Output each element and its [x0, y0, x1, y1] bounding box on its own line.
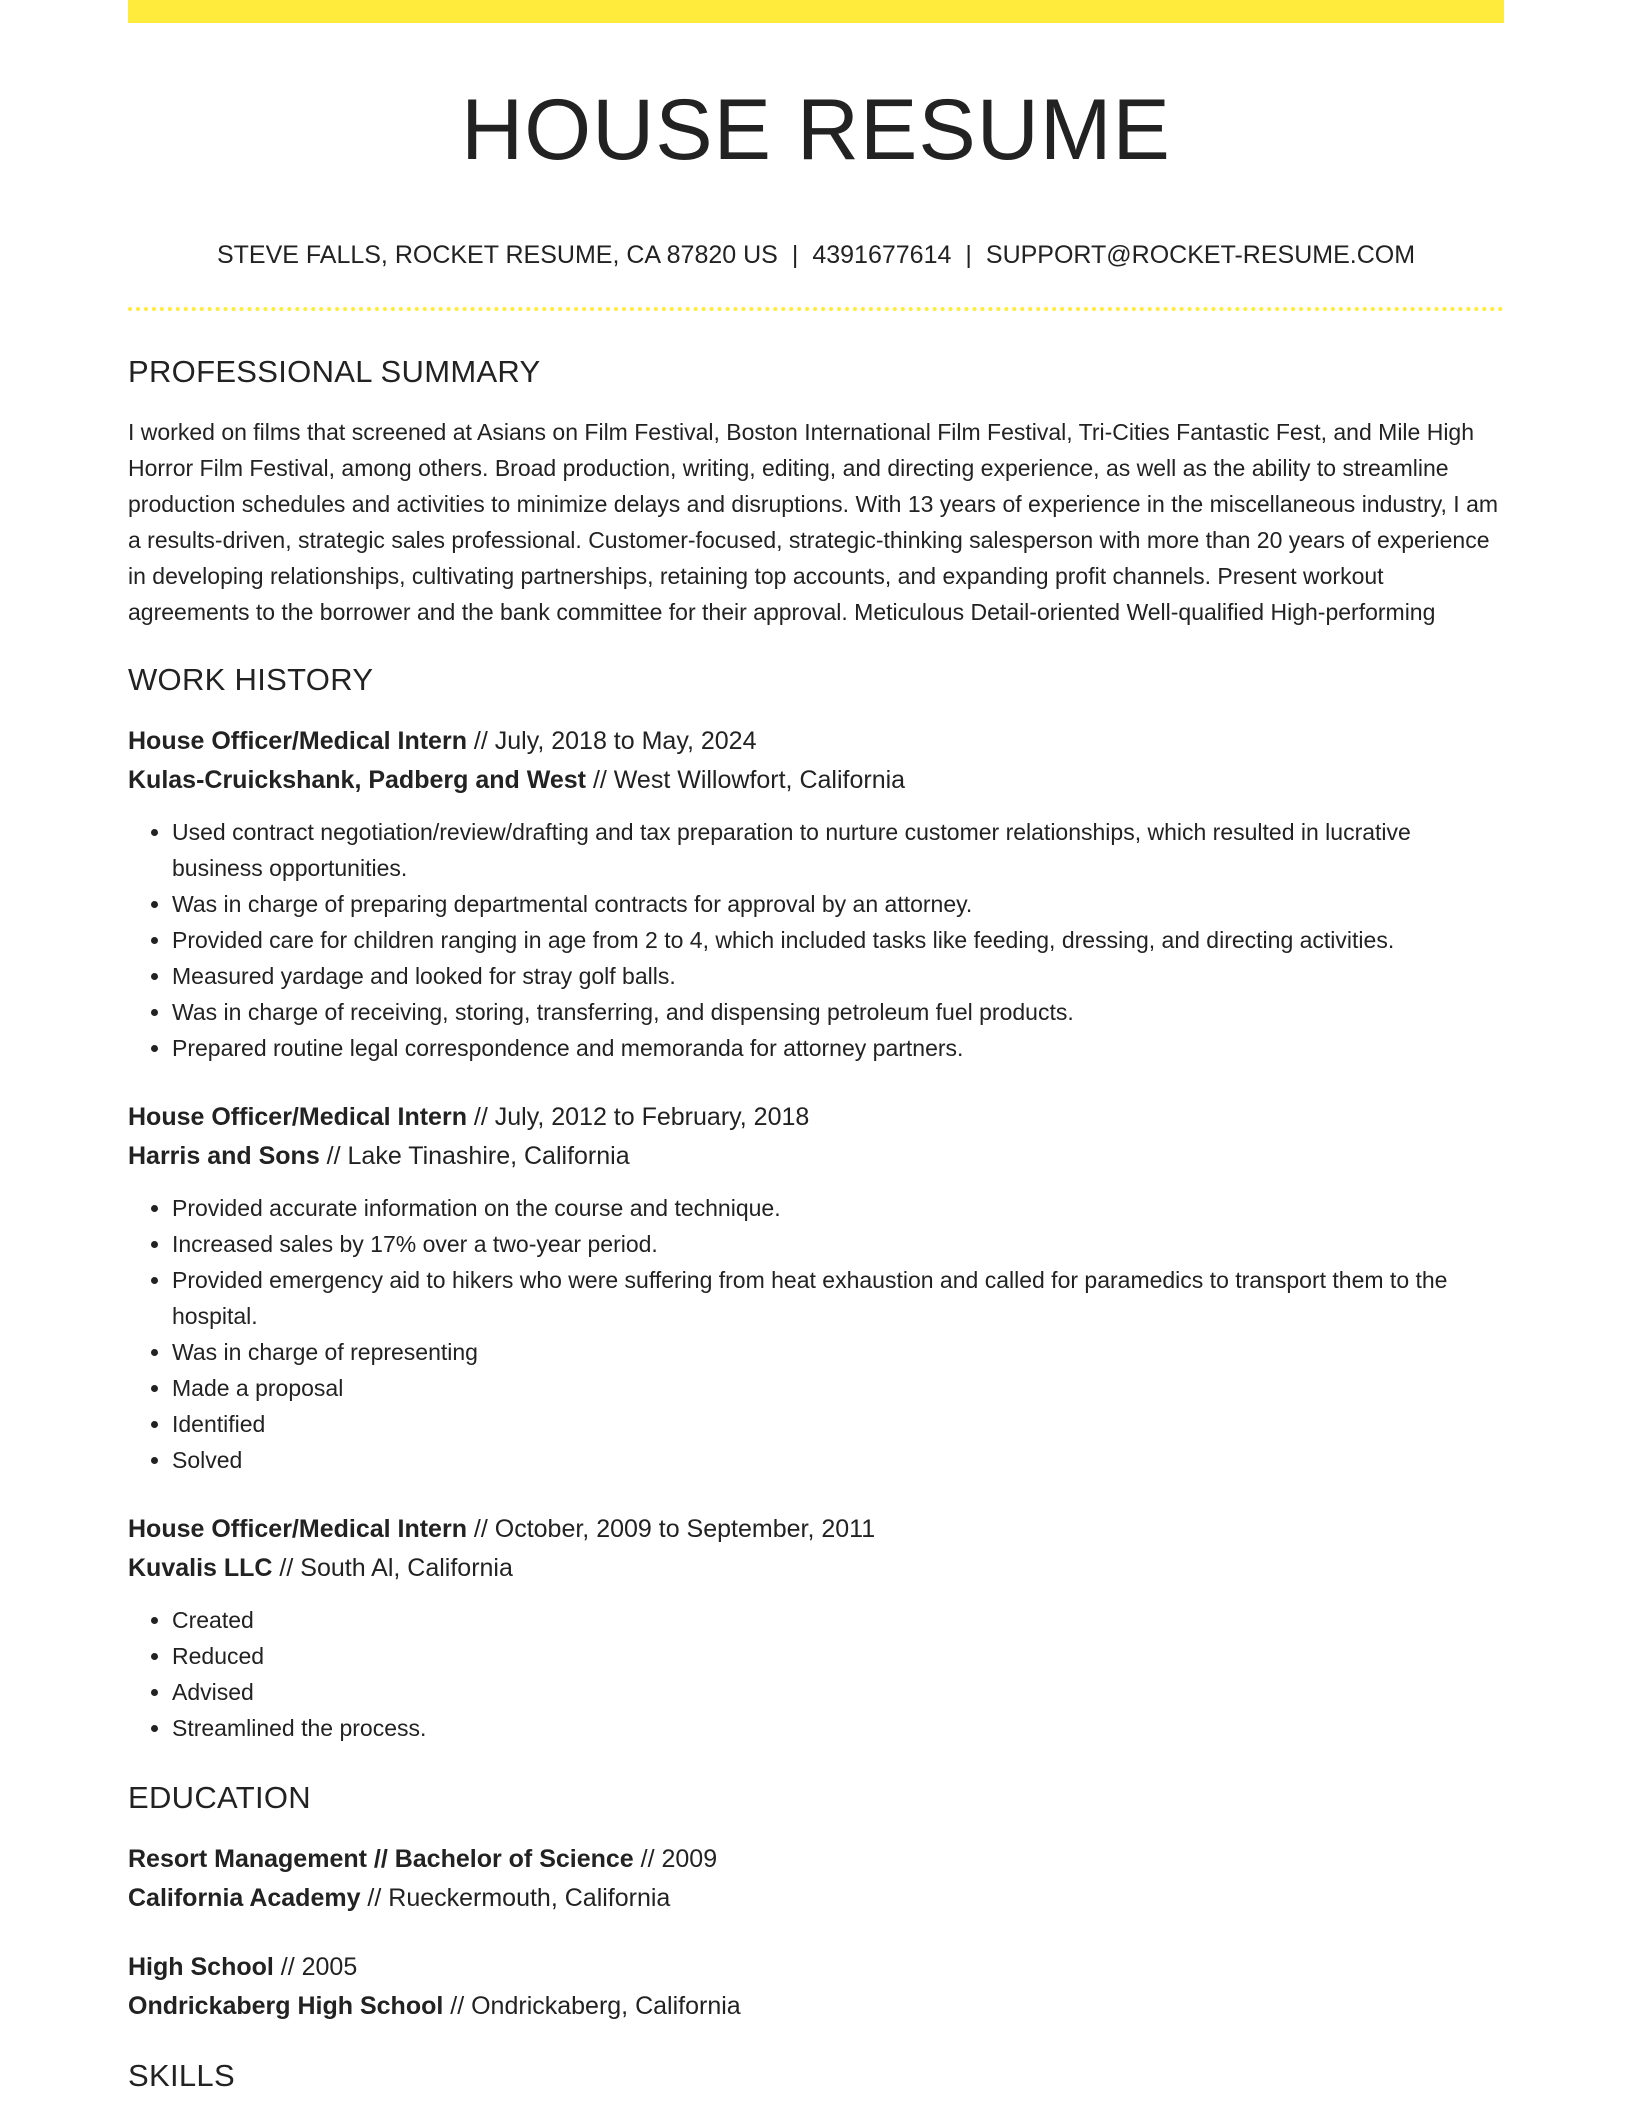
job-location: // Lake Tinashire, California — [319, 1142, 630, 1170]
education-school: California Academy — [128, 1884, 361, 1912]
education-degree: Resort Management // Bachelor of Science — [128, 1845, 634, 1873]
job-company-line — [128, 1137, 1504, 1176]
contact-address: STEVE FALLS, ROCKET RESUME, CA 87820 US — [216, 241, 778, 269]
job-entry — [128, 722, 1504, 1066]
job-dates: // July, 2018 to May, 2024 — [466, 727, 757, 755]
dotted-divider — [128, 307, 1504, 311]
resume-name: HOUSE RESUME — [461, 82, 1171, 178]
education-degree-line — [128, 1948, 1504, 1987]
education-title: EDUCATION — [128, 1780, 311, 1815]
job-bullet: • Prepared routine legal correspondence and memoranda for attorney partners. — [172, 1030, 1504, 1066]
job-role-line — [128, 1098, 1504, 1137]
job-bullet: • Solved — [172, 1442, 1504, 1478]
job-role: House Officer/Medical Intern — [128, 1515, 467, 1543]
job-entry — [128, 1098, 1504, 1478]
summary-text: I worked on films that screened at Asians on Film Festival, Boston International Film Festival, Tri-Cities Fantastic Fest, and Mile High Horror Film Festival, among others. Broad production, writing, editing, and directing experience, as well as the ability to streamline production schedules and activities to minimize delays and disruptions. With 13 years of experience in the miscellaneous industry, I am a results-driven, strategic sales professional. Customer-focused, strategic-thinking salesperson with more than 20 years of experience in developing relationships, cultivating partnerships, retaining top accounts, and expanding profit channels. Present workout agreements to the borrower and the bank committee for their approval. Meticulous Detail-oriented Well-qualified High-performing — [128, 419, 1499, 625]
education-school-line — [128, 1879, 1504, 1918]
job-company-line — [128, 1549, 1504, 1588]
education-location: // Rueckermouth, California — [360, 1884, 671, 1912]
education-school-line — [128, 1987, 1504, 2026]
contact-separator: | — [791, 241, 799, 269]
education-school: Ondrickaberg High School — [128, 1992, 444, 2020]
job-dates: // October, 2009 to September, 2011 — [466, 1515, 876, 1543]
job-bullet: • Was in charge of receiving, storing, transferring, and dispensing petroleum fuel products. — [172, 994, 1504, 1030]
education-entry — [128, 1840, 1504, 1918]
education-location: // Ondrickaberg, California — [443, 1992, 741, 2020]
job-bullet: • Reduced — [172, 1638, 1504, 1674]
education-degree: High School — [128, 1953, 274, 1981]
job-bullet: • Created — [172, 1602, 1504, 1638]
job-company: Kulas-Cruickshank, Padberg and West — [128, 766, 586, 794]
resume-content — [128, 352, 1504, 2118]
job-company-line — [128, 761, 1504, 800]
job-bullet: • Was in charge of representing — [172, 1334, 1504, 1370]
education-year: // 2005 — [273, 1953, 358, 1981]
job-location: // West Willowfort, California — [586, 766, 906, 794]
job-bullet: • Advised — [172, 1674, 1504, 1710]
summary-title: PROFESSIONAL SUMMARY — [128, 354, 541, 389]
job-company: Harris and Sons — [128, 1142, 320, 1170]
job-bullets — [128, 814, 1504, 1066]
job-location: // South Al, California — [272, 1554, 513, 1582]
accent-top-bar — [128, 0, 1504, 23]
job-bullet: • Provided accurate information on the course and technique. — [172, 1190, 1504, 1226]
contact-separator: | — [965, 241, 972, 269]
job-bullet: • Made a proposal — [172, 1370, 1504, 1406]
job-role: House Officer/Medical Intern — [128, 727, 467, 755]
job-company: Kuvalis LLC — [128, 1554, 273, 1582]
job-entry — [128, 1510, 1504, 1746]
job-bullet: • Increased sales by 17% over a two-year period. — [172, 1226, 1504, 1262]
job-bullet: • Used contract negotiation/review/drafting and tax preparation to nurture customer relationships, which resulted in lucrative business opportunities. — [172, 814, 1504, 886]
job-bullet: • Provided emergency aid to hikers who were suffering from heat exhaustion and called for paramedics to transport them to the hospital. — [172, 1262, 1504, 1334]
education-degree-line — [128, 1840, 1504, 1879]
job-bullet: • Identified — [172, 1406, 1504, 1442]
work-history-title: WORK HISTORY — [128, 662, 374, 697]
job-bullet: • Was in charge of preparing departmental contracts for approval by an attorney. — [172, 886, 1504, 922]
education-entry — [128, 1948, 1504, 2026]
skills-title: SKILLS — [128, 2058, 235, 2093]
contact-email: SUPPORT@ROCKET-RESUME.COM — [985, 241, 1416, 269]
job-bullet: • Measured yardage and looked for stray golf balls. — [172, 958, 1504, 994]
job-bullets — [128, 1602, 1504, 1746]
job-bullet: • Provided care for children ranging in age from 2 to 4, which included tasks like feeding, dressing, and directing activities. — [172, 922, 1504, 958]
education-year: // 2009 — [633, 1845, 718, 1873]
job-bullets — [128, 1190, 1504, 1478]
job-bullet: • Streamlined the process. — [172, 1710, 1504, 1746]
contact-phone: 4391677614 — [812, 241, 952, 269]
contact-line — [128, 238, 1504, 272]
job-role-line — [128, 1510, 1504, 1549]
job-dates: // July, 2012 to February, 2018 — [466, 1103, 810, 1131]
job-role-line — [128, 722, 1504, 761]
job-role: House Officer/Medical Intern — [128, 1103, 467, 1131]
